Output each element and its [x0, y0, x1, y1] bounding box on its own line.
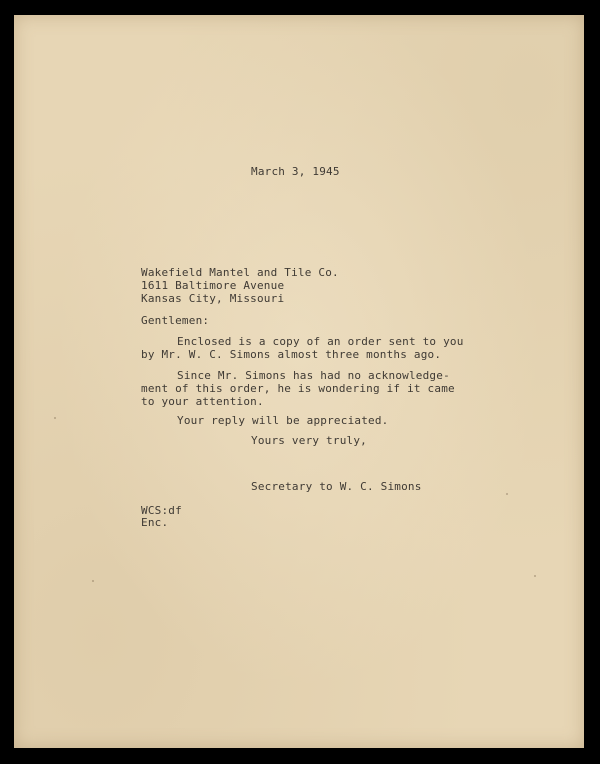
- paragraph-2-line-3: to your attention.: [141, 395, 264, 408]
- paper-speck: [92, 580, 94, 582]
- signature-line: Secretary to W. C. Simons: [251, 480, 422, 493]
- recipient-city: Kansas City, Missouri: [141, 292, 285, 305]
- paper-speck: [54, 417, 56, 419]
- paper-speck: [506, 493, 508, 495]
- enclosure-note: Enc.: [141, 516, 169, 529]
- salutation: Gentlemen:: [141, 314, 210, 327]
- letter-date: March 3, 1945: [251, 165, 340, 178]
- paragraph-3: Your reply will be appreciated.: [177, 414, 389, 427]
- paragraph-2-line-2: ment of this order, he is wondering if it came: [141, 382, 455, 395]
- recipient-street: 1611 Baltimore Avenue: [141, 279, 285, 292]
- recipient-name: Wakefield Mantel and Tile Co.: [141, 266, 339, 279]
- paper-speck: [534, 575, 536, 577]
- paragraph-1-line-2: by Mr. W. C. Simons almost three months ago.: [141, 348, 442, 361]
- closing: Yours very truly,: [251, 434, 367, 447]
- letter-page: [14, 15, 584, 748]
- reference-initials: WCS:df: [141, 504, 182, 517]
- paragraph-1-line-1: Enclosed is a copy of an order sent to you: [177, 335, 464, 348]
- paragraph-2-line-1: Since Mr. Simons has had no acknowledge-: [177, 369, 450, 382]
